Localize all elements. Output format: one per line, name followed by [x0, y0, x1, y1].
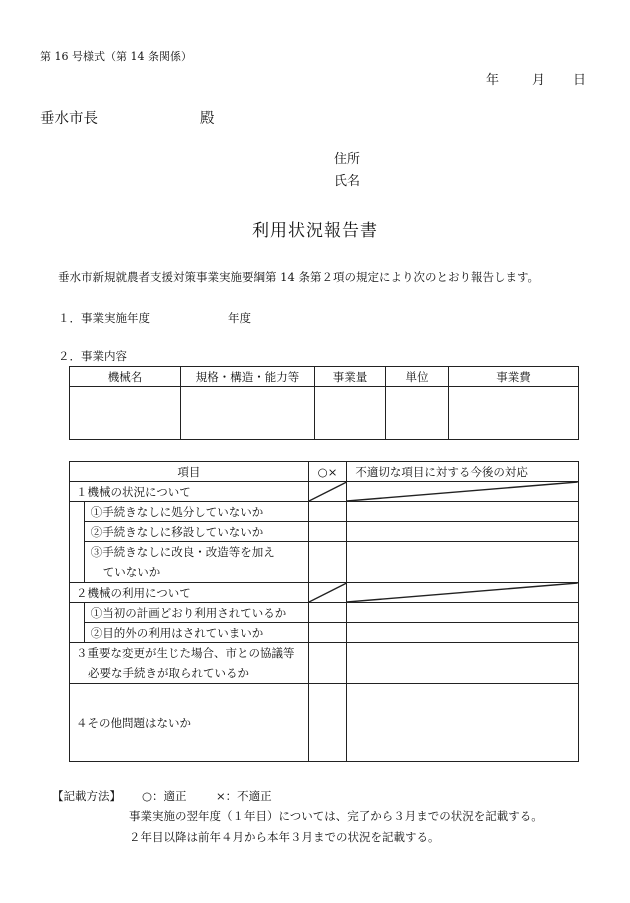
legend-ok: ○：適正 [142, 789, 187, 803]
check-item-label [70, 643, 309, 684]
response-cell[interactable] [347, 542, 579, 583]
header-quantity: 事業量 [315, 367, 386, 387]
notes-line-2: ２年目以降は前年４月から本年３月までの状況を記載する。 [129, 830, 440, 844]
check-item-row [70, 502, 579, 522]
check-item-row [70, 684, 579, 762]
response-cell[interactable] [347, 684, 579, 762]
project-content-table [69, 366, 579, 440]
intro-text: 垂水市新規就農者支援対策事業実施要綱第 14 条第２項の規定により次のとおり報告します。 [58, 270, 540, 284]
mark-cell[interactable] [308, 542, 347, 583]
check-table [69, 461, 579, 762]
check-category-row [70, 583, 579, 603]
header-item: 項目 [70, 462, 309, 482]
section2-label: ２．事業内容 [58, 349, 127, 363]
response-cell[interactable] [347, 623, 579, 643]
check-table-header-row [70, 462, 579, 482]
section1-label: １．事業実施年度 [58, 311, 150, 325]
header-response: 不適切な項目に対する今後の対応 [347, 462, 579, 482]
response-cell[interactable] [347, 522, 579, 542]
mark-cell[interactable] [308, 502, 347, 522]
check-item-label [84, 542, 308, 583]
date-day-label: 日 [573, 73, 587, 88]
check-item-label-line2: 必要な手続きが取られているか [88, 666, 249, 680]
response-cell[interactable] [347, 502, 579, 522]
project-table-entry-row [70, 387, 579, 440]
diagonal-line [347, 583, 578, 602]
date-year-label: 年 [486, 73, 500, 88]
date-month-label: 月 [532, 73, 546, 88]
header-project-cost: 事業費 [449, 367, 579, 387]
notes-line-1: 事業実施の翌年度（１年目）については、完了から３月までの状況を記載する。 [129, 809, 543, 823]
check-item-label: ①手続きなしに処分していないか [84, 502, 308, 522]
project-table-header-row [70, 367, 579, 387]
header-unit: 単位 [386, 367, 449, 387]
response-cell-disabled [347, 583, 579, 603]
page-title: 利用状況報告書 [252, 221, 378, 241]
check-item-label: ②手続きなしに移設していないか [84, 522, 308, 542]
unit-cell[interactable] [386, 387, 449, 440]
form-number: 第 16 号様式（第 14 条関係） [40, 50, 192, 63]
machine-name-cell[interactable] [70, 387, 181, 440]
notes-label: 【記載方法】 [52, 789, 121, 803]
check-item-label: ４その他問題はないか [70, 684, 309, 762]
check-item-label-line2: ていないか [102, 565, 161, 579]
specification-cell[interactable] [181, 387, 315, 440]
mark-cell-disabled [308, 482, 347, 502]
response-cell-disabled [347, 482, 579, 502]
check-item-label: １機械の状況について [70, 482, 309, 502]
project-cost-cell[interactable] [449, 387, 579, 440]
mark-cell[interactable] [308, 522, 347, 542]
address-label: 住所 [334, 152, 361, 167]
check-item-row [70, 623, 579, 643]
check-item-label-line1: ３重要な変更が生じた場合、市との協議等 [76, 646, 295, 660]
diagonal-line [309, 482, 347, 501]
mark-cell[interactable] [308, 643, 347, 684]
mark-cell[interactable] [308, 603, 347, 623]
indent-cell [70, 502, 85, 583]
diagonal-line [347, 482, 578, 501]
check-item-row [70, 603, 579, 623]
mark-cell[interactable] [308, 684, 347, 762]
diagonal-line [309, 583, 347, 602]
header-specification: 規格・構造・能力等 [181, 367, 315, 387]
addressee-honorific: 殿 [200, 111, 215, 127]
indent-cell [70, 603, 85, 643]
mark-cell-disabled [308, 583, 347, 603]
check-item-row [70, 542, 579, 583]
check-item-label: ２機械の利用について [70, 583, 309, 603]
check-category-row [70, 482, 579, 502]
quantity-cell[interactable] [315, 387, 386, 440]
check-item-row [70, 522, 579, 542]
response-cell[interactable] [347, 643, 579, 684]
check-item-label: ②目的外の利用はされていまいか [84, 623, 308, 643]
legend-ng: ×：不適正 [216, 789, 272, 803]
section1-year-suffix: 年度 [228, 311, 251, 325]
addressee-name: 垂水市長 [40, 111, 98, 127]
check-item-label-line1: ③手続きなしに改良・改造等を加え [90, 545, 275, 559]
response-cell[interactable] [347, 603, 579, 623]
name-label: 氏名 [334, 174, 361, 189]
check-item-row [70, 643, 579, 684]
header-machine-name: 機械名 [70, 367, 181, 387]
mark-cell[interactable] [308, 623, 347, 643]
check-item-label: ①当初の計画どおり利用されているか [84, 603, 308, 623]
header-mark: ○× [308, 462, 347, 482]
